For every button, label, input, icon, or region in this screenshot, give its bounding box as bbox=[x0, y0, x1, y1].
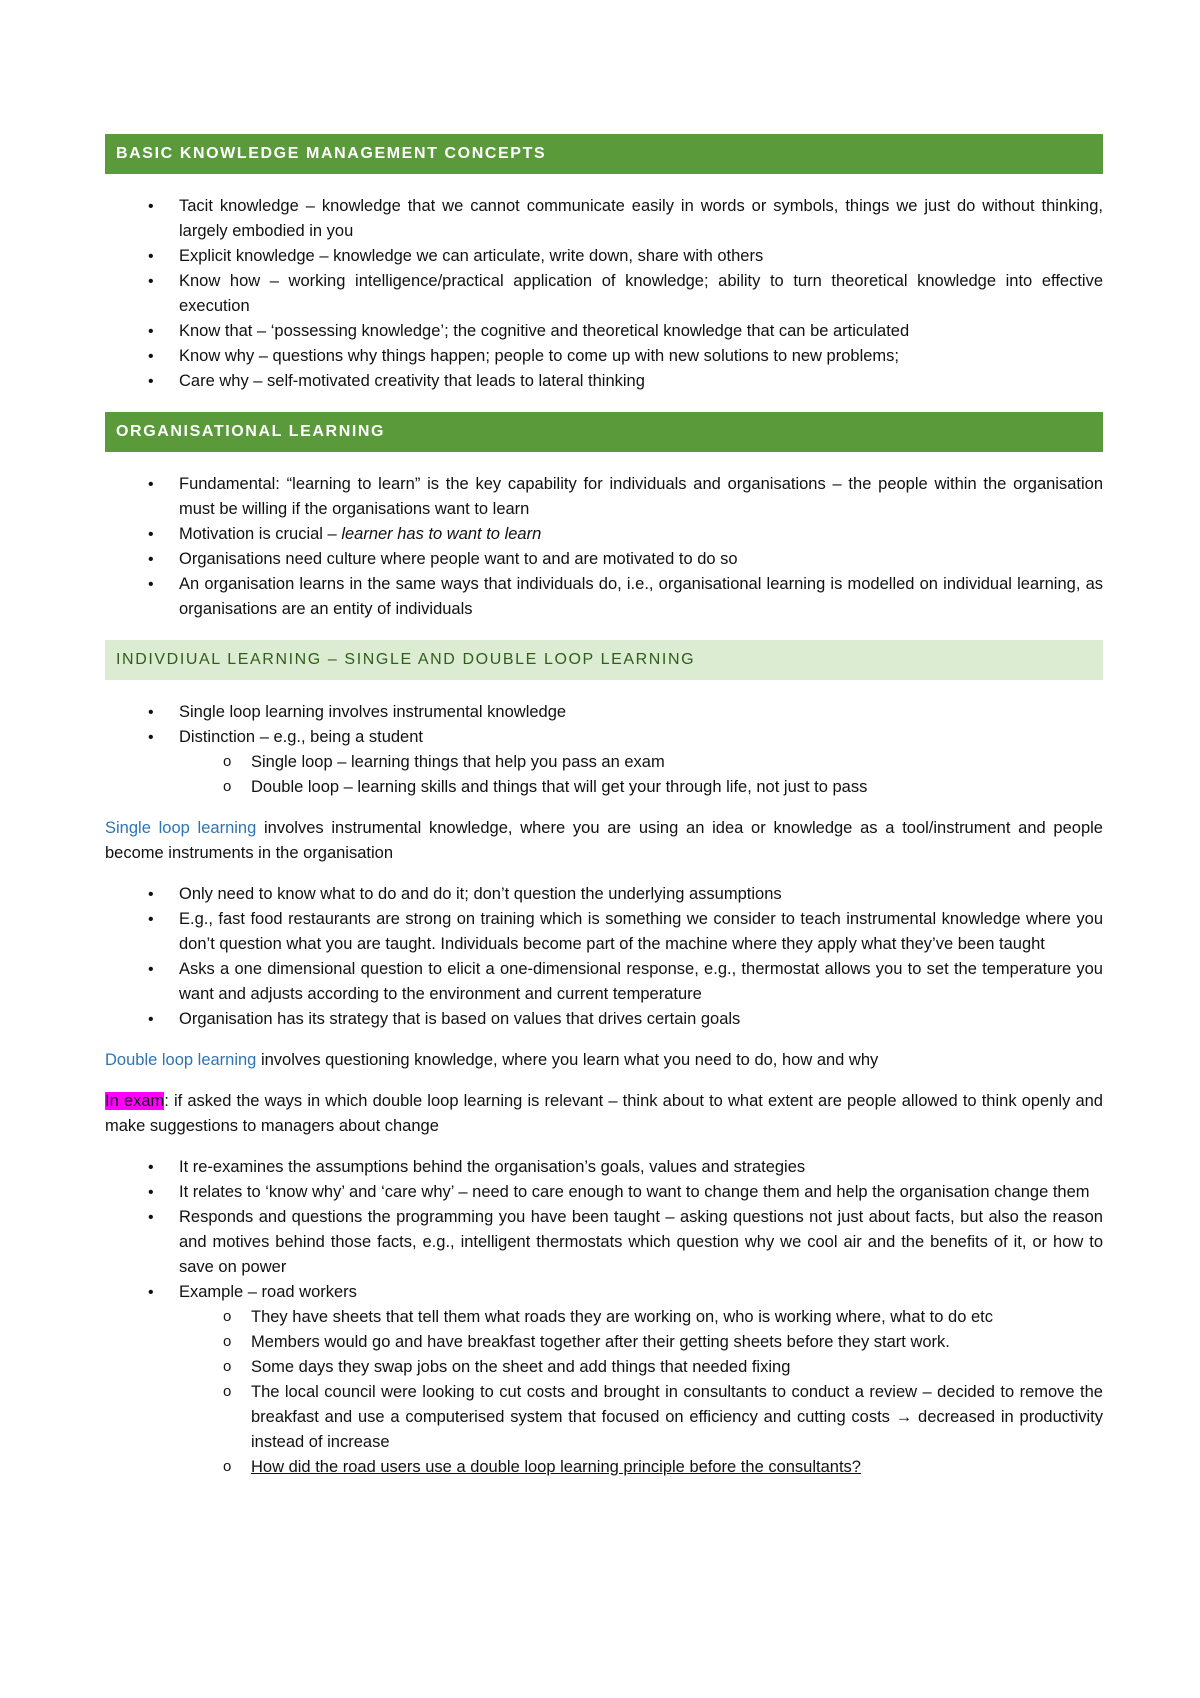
list-item: • Care why – self-motivated creativity that leads to lateral thinking bbox=[105, 369, 1103, 394]
document-content bbox=[105, 134, 1103, 1480]
list-item: • Only need to know what to do and do it; don’t question the underlying assumptions bbox=[105, 882, 1103, 907]
org-learning-list bbox=[105, 472, 1103, 622]
motivation-prefix: Motivation is crucial – bbox=[179, 525, 342, 543]
exam-highlight: In exam bbox=[105, 1092, 165, 1110]
list-item: • Asks a one dimensional question to elicit a one-dimensional response, e.g., thermostat allows you to set the temperature you want and adjusts according to the environment and current temperature bbox=[105, 957, 1103, 1007]
exam-note-text: : if asked the ways in which double loop learning is relevant – think about to what extent are people allowed to think openly and make suggestions to managers about change bbox=[105, 1092, 1103, 1135]
sub-list-item: o The local council were looking to cut costs and brought in consultants to conduct a review – decided to remove the breakfast and use a computerised system that focused on efficiency and cutting costs → decreased in productivity instead of increase bbox=[105, 1380, 1103, 1455]
exam-note-paragraph bbox=[105, 1089, 1103, 1139]
double-loop-term: Double loop learning bbox=[105, 1051, 257, 1069]
double-loop-text: involves questioning knowledge, where you learn what you need to do, how and why bbox=[256, 1051, 879, 1069]
single-loop-list bbox=[105, 882, 1103, 1032]
list-item: • Explicit knowledge – knowledge we can articulate, write down, share with others bbox=[105, 244, 1103, 269]
sub-list-item: o Double loop – learning skills and things that will get your through life, not just to pass bbox=[105, 775, 1103, 800]
heading-organisational-learning: ORGANISATIONAL LEARNING bbox=[105, 412, 1103, 452]
individual-learning-list bbox=[105, 700, 1103, 800]
sub-list-item: o They have sheets that tell them what roads they are working on, who is working where, what to do etc bbox=[105, 1305, 1103, 1330]
list-item bbox=[105, 522, 1103, 547]
list-item: • It relates to ‘know why’ and ‘care why’ – need to care enough to want to change them and help the organisation change them bbox=[105, 1180, 1103, 1205]
list-item: • Fundamental: “learning to learn” is the key capability for individuals and organisations – the people within the organisation must be willing if the organisations want to learn bbox=[105, 472, 1103, 522]
exam-question: How did the road users use a double loop learning principle before the consultants? bbox=[251, 1458, 861, 1476]
list-item: • Know that – ‘possessing knowledge’; the cognitive and theoretical knowledge that can be articulated bbox=[105, 319, 1103, 344]
list-item: • Know how – working intelligence/practical application of knowledge; ability to turn theoretical knowledge into effective execution bbox=[105, 269, 1103, 319]
list-item: • E.g., fast food restaurants are strong on training which is something we consider to teach instrumental knowledge where you don’t question what you are taught. Individuals become part of the machine where they apply what they’ve been taught bbox=[105, 907, 1103, 957]
sub-list-item: o Members would go and have breakfast together after their getting sheets before they start work. bbox=[105, 1330, 1103, 1355]
double-loop-paragraph bbox=[105, 1048, 1103, 1073]
single-loop-paragraph bbox=[105, 816, 1103, 866]
single-loop-text: involves instrumental knowledge, where you are using an idea or knowledge as a tool/instrument and people become instruments in the organisation bbox=[105, 819, 1103, 862]
double-loop-list bbox=[105, 1155, 1103, 1480]
km-concepts-list bbox=[105, 194, 1103, 394]
single-loop-term: Single loop learning bbox=[105, 819, 257, 837]
list-item: • Know why – questions why things happen; people to come up with new solutions to new problems; bbox=[105, 344, 1103, 369]
list-item: • Organisation has its strategy that is based on values that drives certain goals bbox=[105, 1007, 1103, 1032]
list-item: • Responds and questions the programming you have been taught – asking questions not just about facts, but also the reason and motives behind those facts, e.g., intelligent thermostats which question why we cool air and the benefits of it, or how to save on power bbox=[105, 1205, 1103, 1280]
list-item: • Single loop learning involves instrumental knowledge bbox=[105, 700, 1103, 725]
sub-list-item bbox=[105, 1455, 1103, 1480]
list-item: • Example – road workers bbox=[105, 1280, 1103, 1305]
list-item: • Organisations need culture where people want to and are motivated to do so bbox=[105, 547, 1103, 572]
heading-basic-km-concepts: BASIC KNOWLEDGE MANAGEMENT CONCEPTS bbox=[105, 134, 1103, 174]
heading-individual-learning: INDIVDIUAL LEARNING – SINGLE AND DOUBLE LOOP LEARNING bbox=[105, 640, 1103, 680]
list-item: • Distinction – e.g., being a student bbox=[105, 725, 1103, 750]
motivation-emphasis: learner has to want to learn bbox=[341, 525, 542, 543]
sub-list-item: o Single loop – learning things that help you pass an exam bbox=[105, 750, 1103, 775]
sub-list-item: o Some days they swap jobs on the sheet and add things that needed fixing bbox=[105, 1355, 1103, 1380]
list-item: • An organisation learns in the same ways that individuals do, i.e., organisational learning is modelled on individual learning, as organisations are an entity of individuals bbox=[105, 572, 1103, 622]
list-item: • Tacit knowledge – knowledge that we cannot communicate easily in words or symbols, things we just do without thinking, largely embodied in you bbox=[105, 194, 1103, 244]
list-item: • It re-examines the assumptions behind the organisation’s goals, values and strategies bbox=[105, 1155, 1103, 1180]
